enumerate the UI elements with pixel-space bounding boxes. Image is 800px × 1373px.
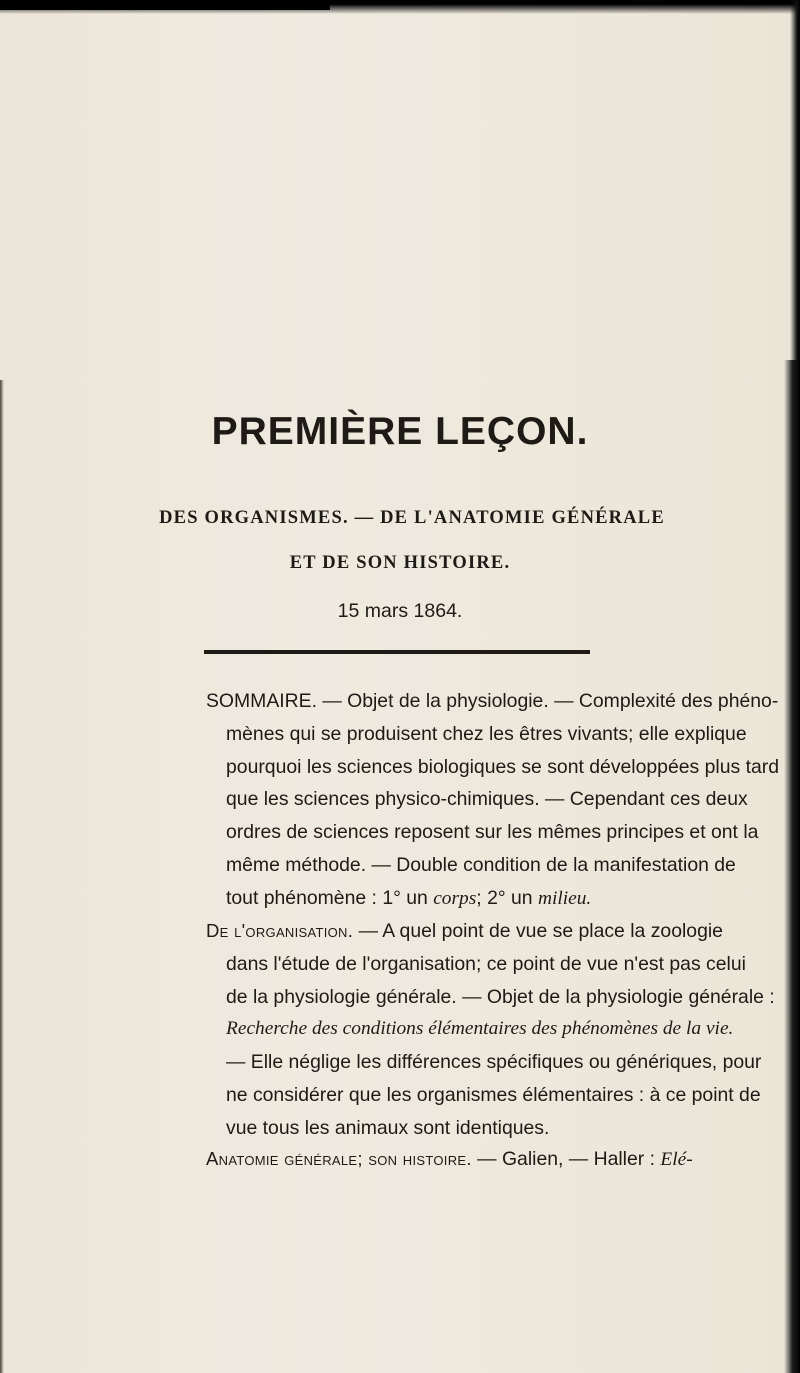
chapter-title: PREMIÈRE LEÇON. (211, 410, 589, 453)
text-line: que les sciences physico-chimiques. — Cependant ces deux (226, 788, 748, 811)
text-line: SOMMAIRE. — Objet de la physiologie. — Complexité des phéno- (206, 690, 779, 712)
sommaire-paragraph-3 (206, 1143, 772, 1176)
sommaire-paragraph-2 (206, 915, 775, 1145)
text-line: De l'organisation. — A quel point de vue se place la zoologie (206, 920, 723, 942)
chapter-subtitle-line2: ET DE SON HISTOIRE. (289, 553, 511, 573)
sommaire-label: SOMMAIRE. (206, 690, 317, 712)
text-line: ordres de sciences reposent sur les mêmes principes et ont la (226, 821, 759, 844)
left-edge-shadow (0, 380, 4, 1373)
text-line: même méthode. — Double condition de la manifestation de (226, 853, 736, 876)
horizontal-rule (204, 650, 590, 654)
text-line: — Elle néglige les différences spécifiques ou génériques, pour (226, 1051, 762, 1074)
text-line: Anatomie générale; son histoire. — Galien, — Haller : Elé- (206, 1148, 693, 1170)
text-line: tout phénomène : 1° un corps; 2° un milieu. (226, 886, 592, 909)
text-line: mènes qui se produisent chez les êtres vivants; elle explique (226, 722, 747, 745)
lecture-date: 15 mars 1864. (337, 600, 463, 622)
section-label: De l'organisation. (206, 920, 354, 941)
text-line: vue tous les animaux sont identiques. (226, 1116, 550, 1139)
text-line: de la physiologie générale. — Objet de la physiologie générale : (226, 985, 775, 1008)
text-line: dans l'étude de l'organisation; ce point de vue n'est pas celui (226, 952, 746, 975)
top-page-shadow (0, 0, 800, 14)
text-line: Recherche des conditions élémentaires des phénomènes de la vie. (226, 1018, 734, 1040)
sommaire-paragraph-1 (206, 685, 779, 915)
text-line: pourquoi les sciences biologiques se sont développées plus tard (226, 755, 779, 778)
text-line: ne considérer que les organismes élémentaires : à ce point de (226, 1083, 761, 1106)
chapter-subtitle-line1: DES ORGANISMES. — DE L'ANATOMIE GÉNÉRALE (159, 508, 665, 528)
section-label: Anatomie générale; son histoire. (206, 1148, 472, 1169)
